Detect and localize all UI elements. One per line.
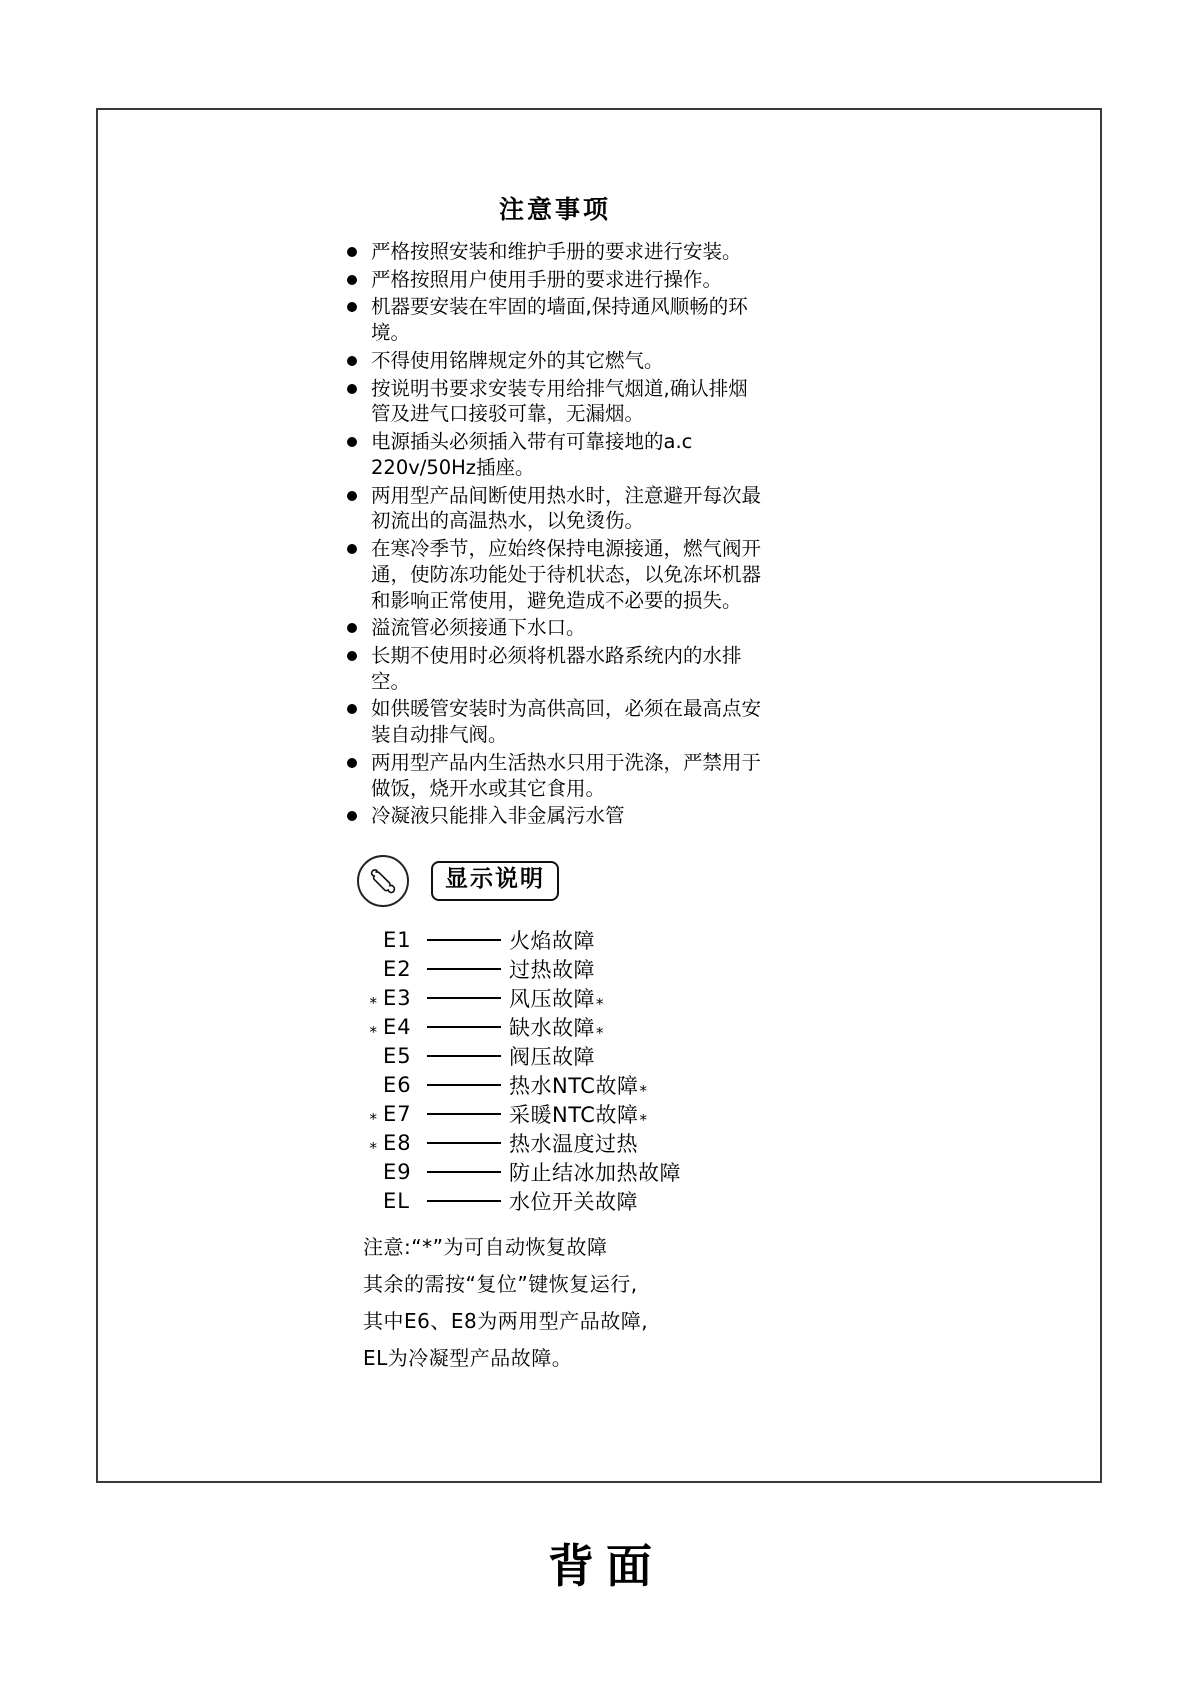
auto-recover-star-left: *: [369, 994, 377, 1013]
error-code-id: E6: [383, 1072, 412, 1097]
bullet-icon: [347, 356, 357, 366]
table-row: [363, 954, 765, 983]
error-code-desc: 阀压故障: [509, 1044, 595, 1069]
list-item: [345, 348, 765, 374]
list-item: [345, 239, 765, 265]
dash-separator: [427, 1113, 501, 1115]
list-item-text: 按说明书要求安装专用给排气烟道,确认排烟管及进气口接驳可靠，无漏烟。: [371, 376, 748, 426]
bullet-icon: [347, 704, 357, 714]
error-code-id: E3: [383, 985, 412, 1010]
auto-recover-star-left: *: [369, 1139, 377, 1158]
dash-separator: [427, 1171, 501, 1173]
dash-separator: [427, 968, 501, 970]
error-code-id: E1: [383, 927, 412, 952]
bullet-icon: [347, 275, 357, 285]
error-code-id: E9: [383, 1159, 412, 1184]
note-line: 注意:“*”为可自动恢复故障: [363, 1235, 608, 1260]
list-item-text: 严格按照用户使用手册的要求进行操作。: [371, 267, 723, 291]
list-item-text: 长期不使用时必须将机器水路系统内的水排空。: [371, 644, 742, 693]
error-code-desc: 采暖NTC故障: [509, 1102, 639, 1127]
error-code-notes: [363, 1229, 765, 1377]
list-item-text: 在寒冷季节，应始终保持电源接通，燃气阀开通，使防冻功能处于待机状态，以免冻坏机器和影响正常使用，避免造成不必要的损失。: [371, 537, 762, 612]
dash-separator: [427, 1142, 501, 1144]
error-code-desc: 热水温度过热: [509, 1131, 638, 1156]
bullet-icon: [347, 623, 357, 633]
list-item: [345, 615, 765, 641]
list-item-text: 严格按照安装和维护手册的要求进行安装。: [371, 240, 742, 263]
auto-recover-star-right: *: [596, 1023, 604, 1042]
note-line: 其余的需按“复位”键恢复运行,: [363, 1272, 638, 1297]
auto-recover-star-left: *: [369, 1110, 377, 1129]
bullet-icon: [347, 384, 357, 394]
error-code-desc: 缺水故障: [509, 1015, 595, 1040]
list-item: [345, 483, 765, 534]
dash-separator: [427, 997, 501, 999]
auto-recover-star-left: *: [369, 1023, 377, 1042]
error-code-id: E7: [383, 1101, 412, 1126]
list-item: [345, 376, 765, 427]
table-row: [363, 1070, 765, 1099]
error-code-id: E4: [383, 1014, 412, 1039]
list-item: [345, 803, 765, 829]
notice-content: [345, 195, 765, 1377]
error-code-desc: 火焰故障: [509, 928, 595, 953]
auto-recover-star-right: *: [639, 1110, 647, 1129]
error-code-desc: 过热故障: [509, 957, 595, 982]
bullet-icon: [347, 437, 357, 447]
notice-list: [345, 239, 765, 829]
list-item-text: 不得使用铭牌规定外的其它燃气。: [371, 348, 664, 372]
list-item: [345, 536, 765, 613]
dash-separator: [427, 939, 501, 941]
display-instructions-label: 显示说明: [431, 861, 559, 901]
dash-separator: [427, 1084, 501, 1086]
note-line: EL为冷凝型产品故障。: [363, 1346, 573, 1371]
error-code-desc: 风压故障: [509, 986, 595, 1011]
bullet-icon: [347, 491, 357, 501]
page-title: 注意事项: [498, 195, 611, 224]
table-row: [363, 1041, 765, 1070]
list-item-text: 机器要安装在牢固的墙面,保持通风顺畅的环境。: [371, 295, 748, 345]
table-row: [363, 925, 765, 954]
list-item: [345, 267, 765, 293]
list-item-text: 如供暖管安装时为高供高回，必须在最高点安装自动排气阀。: [371, 697, 762, 747]
table-row: [363, 1157, 765, 1186]
auto-recover-star-right: *: [639, 1081, 647, 1100]
display-instructions-header: [357, 855, 765, 907]
bullet-icon: [347, 811, 357, 821]
bullet-icon: [347, 247, 357, 257]
error-code-id: E5: [383, 1043, 412, 1068]
bullet-icon: [347, 302, 357, 312]
table-row: [363, 1099, 765, 1128]
bullet-icon: [347, 651, 357, 661]
page-footer-label: 背面: [548, 1539, 664, 1593]
auto-recover-star-right: *: [596, 994, 604, 1013]
list-item: [345, 643, 765, 694]
list-item-text: 冷凝液只能排入非金属污水管: [371, 804, 625, 828]
dash-separator: [427, 1026, 501, 1028]
table-row: [363, 983, 765, 1012]
bullet-icon: [347, 544, 357, 554]
error-code-desc: 水位开关故障: [509, 1189, 638, 1214]
list-item: [345, 294, 765, 345]
error-code-table: [363, 925, 765, 1215]
bullet-icon: [347, 758, 357, 768]
note-line: 其中E6、E8为两用型产品故障,: [363, 1309, 649, 1334]
error-code-id: E8: [383, 1130, 412, 1155]
list-item: [345, 429, 765, 480]
list-item: [345, 750, 765, 801]
table-row: [363, 1012, 765, 1041]
list-item-text: 溢流管必须接通下水口。: [371, 616, 586, 640]
list-item-text: 电源插头必须插入带有可靠接地的a.c 220v/50Hz插座。: [371, 430, 693, 479]
error-code-desc: 热水NTC故障: [509, 1073, 639, 1098]
list-item-text: 两用型产品间断使用热水时，注意避开每次最初流出的高温热水，以免烫伤。: [371, 483, 762, 533]
wrench-icon: [357, 855, 409, 907]
table-row: [363, 1128, 765, 1157]
table-row: [363, 1186, 765, 1215]
dash-separator: [427, 1055, 501, 1057]
list-item: [345, 696, 765, 747]
error-code-id: EL: [383, 1188, 410, 1213]
dash-separator: [427, 1200, 501, 1202]
error-code-desc: 防止结冰加热故障: [509, 1160, 681, 1185]
list-item-text: 两用型产品内生活热水只用于洗涤，严禁用于做饭，烧开水或其它食用。: [371, 750, 762, 800]
error-code-id: E2: [383, 956, 412, 981]
